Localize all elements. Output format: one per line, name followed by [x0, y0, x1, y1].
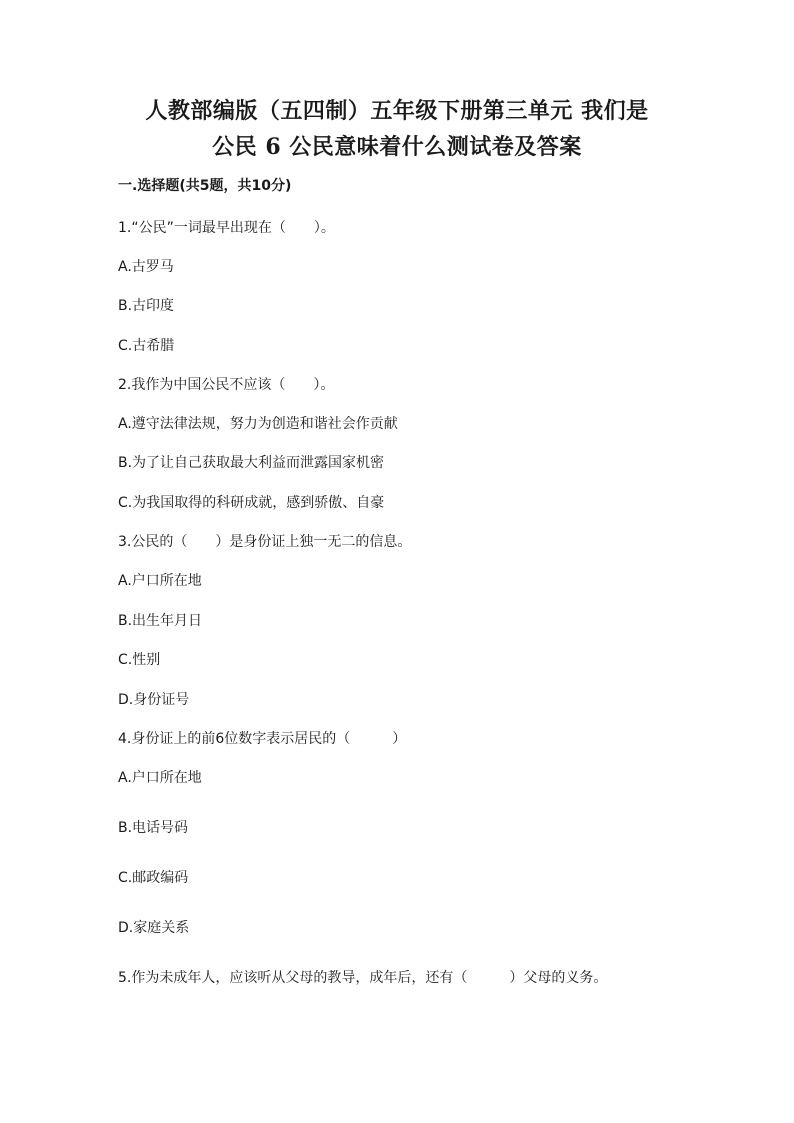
question-3-option-d: D.身份证号 — [118, 692, 190, 708]
question-2-option-a: A.遵守法律法规，努力为创造和谐社会作贡献 — [118, 416, 398, 432]
document-title-line-1: 人教部编版（五四制）五年级下册第三单元 我们是 — [145, 98, 649, 124]
question-1-option-a: A.古罗马 — [118, 259, 174, 275]
question-4-option-b: B.电话号码 — [118, 820, 189, 836]
question-1-option-b: B.古印度 — [118, 298, 175, 314]
question-3-option-c: C.性别 — [118, 652, 161, 668]
question-4-option-a: A.户口所在地 — [118, 770, 202, 786]
document-title-line-2: 公民 6 公民意味着什么测试卷及答案 — [212, 134, 582, 160]
question-2-option-b: B.为了让自己获取最大利益而泄露国家机密 — [118, 455, 385, 471]
question-5-stem: 5.作为未成年人，应该听从父母的教导，成年后，还有（ ）父母的义务。 — [118, 970, 608, 986]
question-1-stem: 1.“公民”一词最早出现在（ ）。 — [118, 220, 335, 236]
question-4-option-c: C.邮政编码 — [118, 870, 189, 886]
question-4-stem: 4.身份证上的前6位数字表示居民的（ ） — [118, 731, 407, 747]
question-1-option-c: C.古希腊 — [118, 338, 175, 354]
question-2-option-c: C.为我国取得的科研成就，感到骄傲、自豪 — [118, 495, 385, 511]
question-4-option-d: D.家庭关系 — [118, 920, 190, 936]
section-header: 一.选择题(共5题，共10分) — [118, 178, 292, 194]
question-3-stem: 3.公民的（ ）是身份证上独一无二的信息。 — [118, 534, 412, 550]
question-2-stem: 2.我作为中国公民不应该（ ）。 — [118, 377, 335, 393]
question-3-option-a: A.户口所在地 — [118, 573, 202, 589]
question-3-option-b: B.出生年月日 — [118, 613, 203, 629]
